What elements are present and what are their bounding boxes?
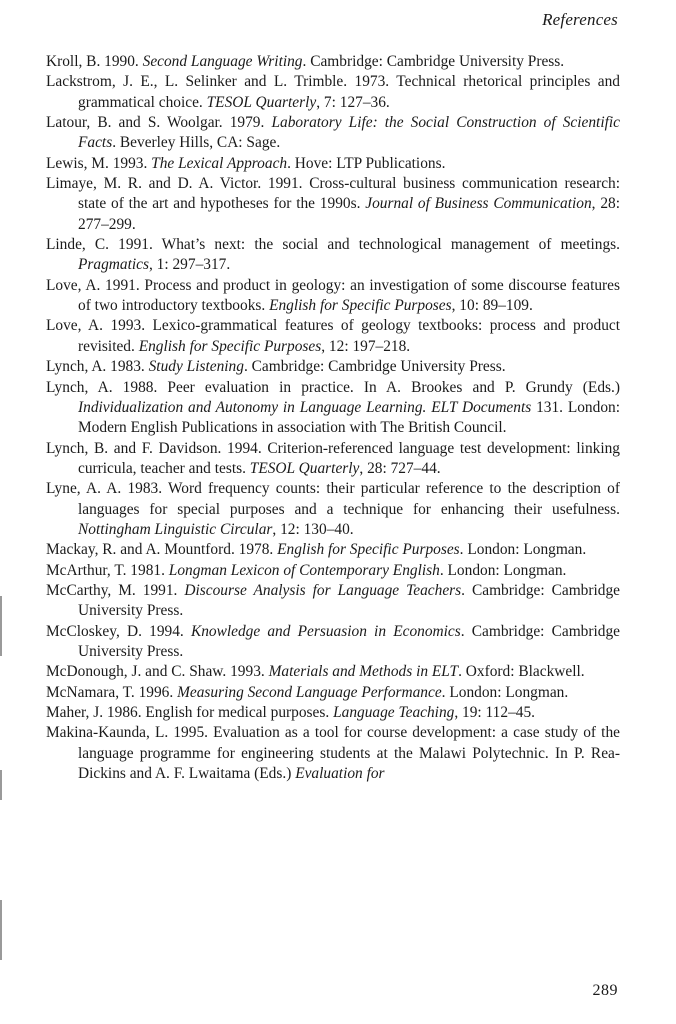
reference-entry — [46, 357, 620, 377]
reference-text: Lynch, A. 1988. Peer evaluation in practice. In A. Brookes and P. Grundy (Eds.) — [46, 378, 620, 396]
reference-text: Love, A. 1993. Lexico-grammatical features of geology textbooks: process and product revisited. — [46, 317, 620, 355]
reference-details: . London: Longman. — [441, 683, 569, 701]
reference-details: , 28: 727–44. — [359, 459, 441, 477]
reference-list — [46, 52, 620, 784]
scan-edge-mark — [0, 900, 2, 960]
reference-text: Lynch, B. and F. Davidson. 1994. Criterion-referenced language test development: linking curricula, teacher and tests. — [46, 439, 620, 477]
reference-text: Linde, C. 1991. What’s next: the social and technological management of meetings. — [46, 236, 620, 254]
reference-entry — [46, 235, 620, 276]
reference-entry — [46, 703, 620, 723]
reference-entry — [46, 622, 620, 663]
reference-entry — [46, 154, 620, 174]
reference-details: . London: Longman. — [439, 561, 567, 579]
reference-title: Individualization and Autonomy in Language Learning. ELT Documents — [78, 398, 532, 416]
reference-details: , 1: 297–317. — [148, 256, 231, 274]
reference-details: , 19: 112–45. — [454, 704, 536, 721]
reference-text: McCloskey, D. 1994. — [46, 622, 191, 640]
reference-details: , 12: 197–218. — [321, 337, 411, 355]
reference-entry — [46, 113, 620, 154]
reference-entry — [46, 174, 620, 235]
reference-entry — [46, 276, 620, 317]
reference-title: Second Language Writing — [142, 53, 303, 70]
reference-details: , 10: 89–109. — [451, 297, 533, 315]
reference-entry — [46, 52, 620, 72]
reference-entry — [46, 561, 620, 581]
reference-title: Materials and Methods in ELT — [268, 663, 459, 681]
reference-text: McArthur, T. 1981. — [46, 561, 169, 579]
reference-details: , 12: 130–40. — [272, 520, 354, 538]
reference-entry — [46, 723, 620, 784]
reference-entry — [46, 540, 620, 560]
scan-edge-mark — [0, 770, 2, 800]
reference-details: . Cambridge: Cambridge University Press. — [78, 622, 620, 660]
reference-details: 131. London: Modern English Publications in association with The British Council. — [78, 398, 620, 437]
reference-title: Study Listening — [148, 358, 244, 376]
reference-details: , 7: 127–36. — [316, 93, 390, 111]
reference-details: . Oxford: Blackwell. — [458, 663, 585, 681]
reference-title: Language Teaching — [333, 704, 455, 721]
reference-details: . Cambridge: Cambridge University Press. — [78, 581, 621, 620]
reference-text: Maher, J. 1986. English for medical purposes. — [46, 704, 334, 721]
reference-text: Lyne, A. A. 1983. Word frequency counts: their particular reference to the description of languages for special purposes and a technique for enhancing their usefulness. — [46, 480, 620, 518]
reference-title: Laboratory Life: the Social Construction of Scientific Facts — [78, 114, 620, 152]
reference-entry — [46, 662, 620, 682]
reference-text: Lynch, A. 1983. — [46, 358, 149, 376]
reference-title: English for Specific Purposes — [277, 541, 460, 559]
reference-text: McDonough, J. and C. Shaw. 1993. — [46, 663, 269, 681]
reference-entry — [46, 683, 620, 703]
reference-text: Lewis, M. 1993. — [46, 154, 152, 172]
reference-title: TESOL Quarterly — [206, 93, 317, 111]
reference-text: Latour, B. and S. Woolgar. 1979. — [46, 114, 272, 132]
reference-title: Knowledge and Persuasion in Economics — [190, 622, 461, 640]
reference-title: Evaluation for — [295, 765, 385, 783]
reference-details: . Cambridge: Cambridge University Press. — [243, 358, 506, 376]
reference-title: Journal of Business Communication — [365, 195, 592, 213]
reference-entry — [46, 316, 620, 357]
reference-entry — [46, 581, 620, 622]
reference-details: . Beverley Hills, CA: Sage. — [112, 134, 281, 152]
reference-title: Longman Lexicon of Contemporary English — [168, 561, 440, 579]
reference-entry — [46, 72, 620, 113]
reference-text: Makina-Kaunda, L. 1995. Evaluation as a tool for course development: a case study of the language programme for engineering students at the Malawi Polytechnic. In P. Rea-Dickins and A. F. Lwaitama (Eds.) — [46, 724, 620, 783]
reference-entry — [46, 378, 620, 439]
reference-details: . Hove: LTP Publications. — [287, 154, 446, 172]
reference-title: Discourse Analysis for Language Teachers — [184, 581, 462, 599]
running-head: References — [542, 10, 618, 29]
page-number: 289 — [592, 982, 618, 999]
reference-title: Nottingham Linguistic Circular — [78, 520, 273, 538]
reference-text: McNamara, T. 1996. — [46, 683, 178, 701]
reference-text: McCarthy, M. 1991. — [46, 581, 185, 599]
reference-text: Love, A. 1991. Process and product in geology: an investigation of some discourse features of two introductory textbooks. — [46, 276, 620, 315]
reference-text: Kroll, B. 1990. — [46, 53, 143, 70]
reference-title: English for Specific Purposes — [138, 337, 322, 355]
reference-title: English for Specific Purposes — [269, 297, 452, 315]
reference-entry — [46, 439, 620, 480]
reference-text: Limaye, M. R. and D. A. Victor. 1991. Cross-cultural business communication research: state of the art and hypotheses for the 1990s. — [46, 175, 620, 213]
reference-title: Measuring Second Language Performance — [177, 683, 442, 701]
reference-details: . Cambridge: Cambridge University Press. — [302, 53, 565, 70]
reference-title: Pragmatics — [78, 256, 149, 274]
reference-details: , 28: 277–299. — [78, 195, 620, 233]
reference-entry — [46, 479, 620, 540]
reference-text: Mackay, R. and A. Mountford. 1978. — [46, 541, 278, 559]
reference-title: The Lexical Approach — [151, 154, 288, 172]
reference-title: TESOL Quarterly — [249, 459, 360, 477]
reference-details: . London: Longman. — [459, 541, 587, 559]
reference-text: Lackstrom, J. E., L. Selinker and L. Trimble. 1973. Technical rhetorical principles and grammatical choice. — [46, 73, 620, 111]
scan-edge-mark — [0, 596, 2, 656]
